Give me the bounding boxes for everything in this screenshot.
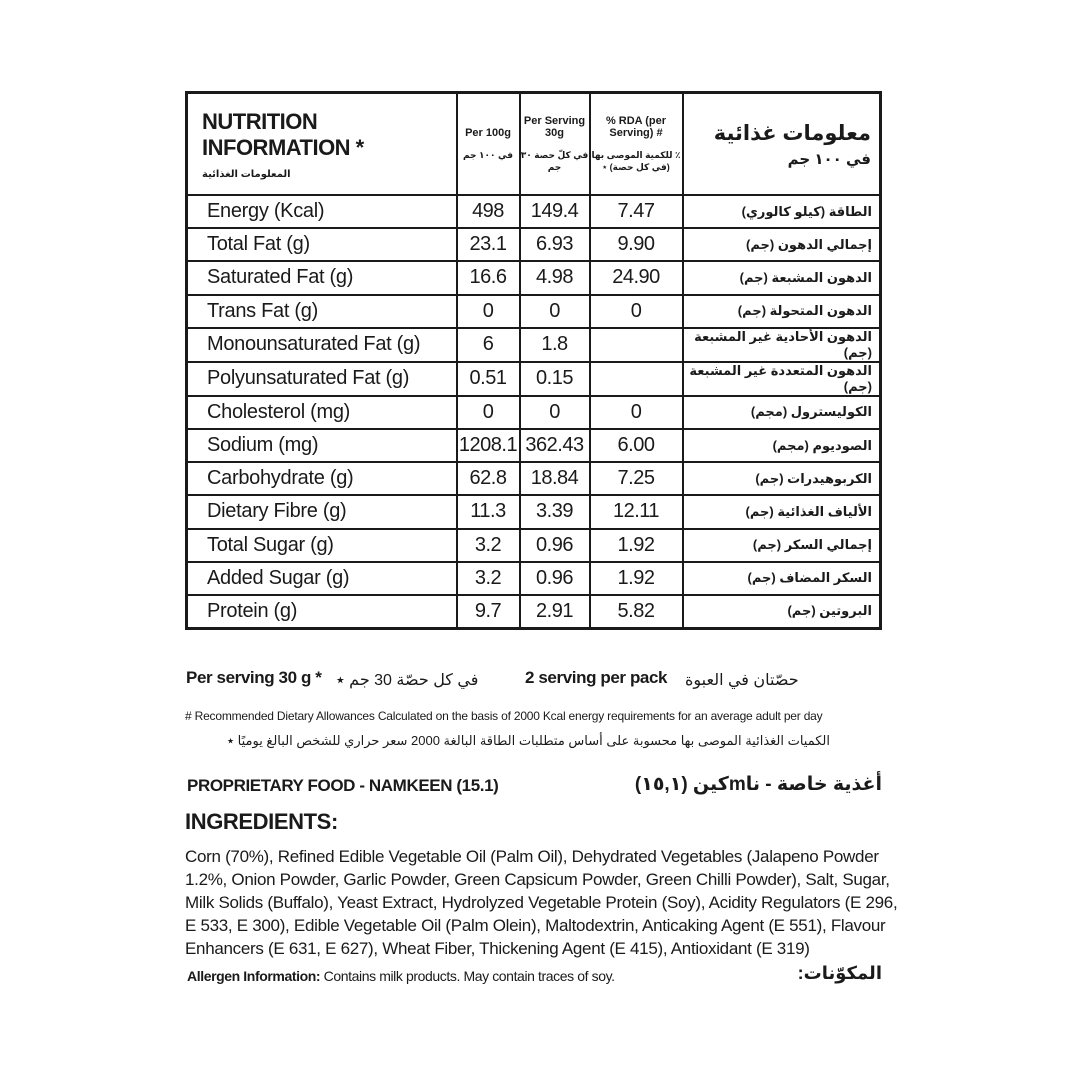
value-rda: 0 xyxy=(590,295,683,328)
nutrient-name: Trans Fat (g) xyxy=(187,295,457,328)
nutrient-name: Total Sugar (g) xyxy=(187,529,457,562)
value-per100: 0.51 xyxy=(457,362,520,396)
nutrient-name: Sodium (mg) xyxy=(187,429,457,462)
ingredients-line: E 533, E 300), Edible Vegetable Oil (Palm Olein), Maltodextrin, Anticaking Agent (E 551), Flavour xyxy=(185,916,886,935)
nutrient-name: Energy (Kcal) xyxy=(187,195,457,228)
allergen-info xyxy=(187,968,615,984)
table-row xyxy=(187,362,881,396)
value-per100: 498 xyxy=(457,195,520,228)
value-rda xyxy=(590,328,683,362)
value-per-serving: 3.39 xyxy=(520,495,590,528)
value-rda: 7.25 xyxy=(590,462,683,495)
table-row xyxy=(187,261,881,294)
serving-label: Per Serving 30g xyxy=(523,115,586,139)
value-per100: 6 xyxy=(457,328,520,362)
ingredients-text xyxy=(185,845,897,960)
allergen-text: Contains milk products. May contain traces of soy. xyxy=(320,968,615,984)
table-row xyxy=(187,429,881,462)
header-serving xyxy=(520,93,590,196)
ingredients-line: Enhancers (E 631, E 627), Wheat Fiber, Thickening Agent (E 415), Antioxidant (E 319) xyxy=(185,939,810,958)
value-per100: 11.3 xyxy=(457,495,520,528)
nutrient-name: Saturated Fat (g) xyxy=(187,261,457,294)
ingredients-line: Corn (70%), Refined Edible Vegetable Oil (Palm Oil), Dehydrated Vegetables (Jalapeno Powder xyxy=(185,847,879,866)
nutrient-name-ar: الكربوهيدرات (جم) xyxy=(683,462,881,495)
value-rda: 24.90 xyxy=(590,261,683,294)
footnote-en: # Recommended Dietary Allowances Calculated on the basis of 2000 Kcal energy requirements for an average adult per day xyxy=(185,709,823,723)
ingredients-line: 1.2%, Onion Powder, Garlic Powder, Green Capsicum Powder, Green Chilli Powder), Salt, Sugar, xyxy=(185,870,890,889)
value-rda: 1.92 xyxy=(590,529,683,562)
value-per100: 62.8 xyxy=(457,462,520,495)
nutrient-name: Total Fat (g) xyxy=(187,228,457,261)
table-row xyxy=(187,595,881,629)
nutrient-name-ar: الدهون المتعددة غير المشبعة (جم) xyxy=(683,362,881,396)
rda-label-ar: ٪ للكمية الموصى بها (في كل حصة) ٭ xyxy=(591,150,681,172)
table-row xyxy=(187,562,881,595)
header-rda xyxy=(590,93,683,196)
header-per100 xyxy=(457,93,520,196)
value-per-serving: 0 xyxy=(520,295,590,328)
value-per100: 0 xyxy=(457,396,520,429)
ingredients-heading-ar: المكوّنات: xyxy=(797,963,882,983)
nutrient-name: Cholesterol (mg) xyxy=(187,396,457,429)
header-title-cell xyxy=(187,93,457,196)
nutrition-table xyxy=(185,91,882,630)
nutrition-title: NUTRITION INFORMATION * xyxy=(202,108,364,160)
nutrient-name: Protein (g) xyxy=(187,595,457,629)
nutrition-title-ar: معلومات غذائية xyxy=(713,121,871,145)
value-per-serving: 0.96 xyxy=(520,562,590,595)
servings-per-pack-ar: حصّتان في العبوة xyxy=(685,672,799,689)
value-rda: 5.82 xyxy=(590,595,683,629)
table-row xyxy=(187,529,881,562)
value-per-serving: 6.93 xyxy=(520,228,590,261)
table-row xyxy=(187,228,881,261)
nutrient-name-ar: إجمالي الدهون (جم) xyxy=(683,228,881,261)
value-rda: 7.47 xyxy=(590,195,683,228)
header-arabic xyxy=(683,93,881,196)
value-rda: 0 xyxy=(590,396,683,429)
nutrient-name-ar: الدهون الأحادية غير المشبعة (جم) xyxy=(683,328,881,362)
value-per100: 0 xyxy=(457,295,520,328)
product-category-ar: أغذية خاصة - ناmكين (١٥,١) xyxy=(634,774,882,795)
per-serving-label: Per serving 30 g * xyxy=(186,668,322,687)
nutrient-name: Carbohydrate (g) xyxy=(187,462,457,495)
rda-label: % RDA (per Serving) # xyxy=(605,115,667,139)
footnote-ar: الكميات الغذائية الموصى بها محسوبة على أساس متطلبات الطاقة البالغة 2000 سعر حراري للشخص البالغ يوميًا ٭ xyxy=(226,733,830,748)
value-per100: 16.6 xyxy=(457,261,520,294)
value-per-serving: 0 xyxy=(520,396,590,429)
nutrient-name-ar: الصوديوم (مجم) xyxy=(683,429,881,462)
nutrient-name: Added Sugar (g) xyxy=(187,562,457,595)
nutrient-name-ar: الدهون المتحولة (جم) xyxy=(683,295,881,328)
table-row xyxy=(187,328,881,362)
value-per100: 3.2 xyxy=(457,529,520,562)
nutrient-name-ar: إجمالي السكر (جم) xyxy=(683,529,881,562)
product-category: PROPRIETARY FOOD - NAMKEEN (15.1) xyxy=(187,776,499,795)
nutrient-name-ar: الألياف الغذائية (جم) xyxy=(683,495,881,528)
value-rda: 9.90 xyxy=(590,228,683,261)
table-row xyxy=(187,396,881,429)
serving-label-ar: في كلّ حصة ٣٠ جم xyxy=(520,150,589,172)
value-rda xyxy=(590,362,683,396)
value-per100: 1208.1 xyxy=(457,429,520,462)
value-per100: 9.7 xyxy=(457,595,520,629)
value-per-serving: 149.4 xyxy=(520,195,590,228)
nutrient-name-ar: الدهون المشبعة (جم) xyxy=(683,261,881,294)
value-per100: 3.2 xyxy=(457,562,520,595)
value-per-serving: 4.98 xyxy=(520,261,590,294)
per100-label: Per 100g xyxy=(465,127,511,139)
nutrient-name-ar: الكوليسترول (مجم) xyxy=(683,396,881,429)
value-rda: 6.00 xyxy=(590,429,683,462)
nutrition-subtitle-ar: في ١٠٠ جم xyxy=(787,150,871,168)
value-per-serving: 1.8 xyxy=(520,328,590,362)
ingredients-line: Milk Solids (Buffalo), Yeast Extract, Hydrolyzed Vegetable Protein (Soy), Acidity Regulators (E 296, xyxy=(185,893,898,912)
nutrient-name-ar: السكر المضاف (جم) xyxy=(683,562,881,595)
value-per-serving: 0.15 xyxy=(520,362,590,396)
value-rda: 1.92 xyxy=(590,562,683,595)
value-per-serving: 2.91 xyxy=(520,595,590,629)
table-row xyxy=(187,495,881,528)
value-per-serving: 18.84 xyxy=(520,462,590,495)
servings-per-pack: 2 serving per pack xyxy=(525,668,668,687)
ingredients-heading: INGREDIENTS: xyxy=(185,809,338,834)
nutrient-name: Polyunsaturated Fat (g) xyxy=(187,362,457,396)
allergen-label: Allergen Information: xyxy=(187,968,321,984)
value-per100: 23.1 xyxy=(457,228,520,261)
nutrient-name: Dietary Fibre (g) xyxy=(187,495,457,528)
value-rda: 12.11 xyxy=(590,495,683,528)
value-per-serving: 362.43 xyxy=(520,429,590,462)
nutrient-name: Monounsaturated Fat (g) xyxy=(187,328,457,362)
table-row xyxy=(187,295,881,328)
nutrient-name-ar: الطاقة (كيلو كالوري) xyxy=(683,195,881,228)
value-per-serving: 0.96 xyxy=(520,529,590,562)
per-serving-label-ar: في كل حصّة 30 جم ٭ xyxy=(336,672,479,689)
per100-label-ar: في ١٠٠ جم xyxy=(462,150,514,160)
nutrient-name-ar: البروتين (جم) xyxy=(683,595,881,629)
nutrition-title-ar-small: المعلومات الغذائية xyxy=(202,168,291,180)
table-row xyxy=(187,195,881,228)
table-row xyxy=(187,462,881,495)
